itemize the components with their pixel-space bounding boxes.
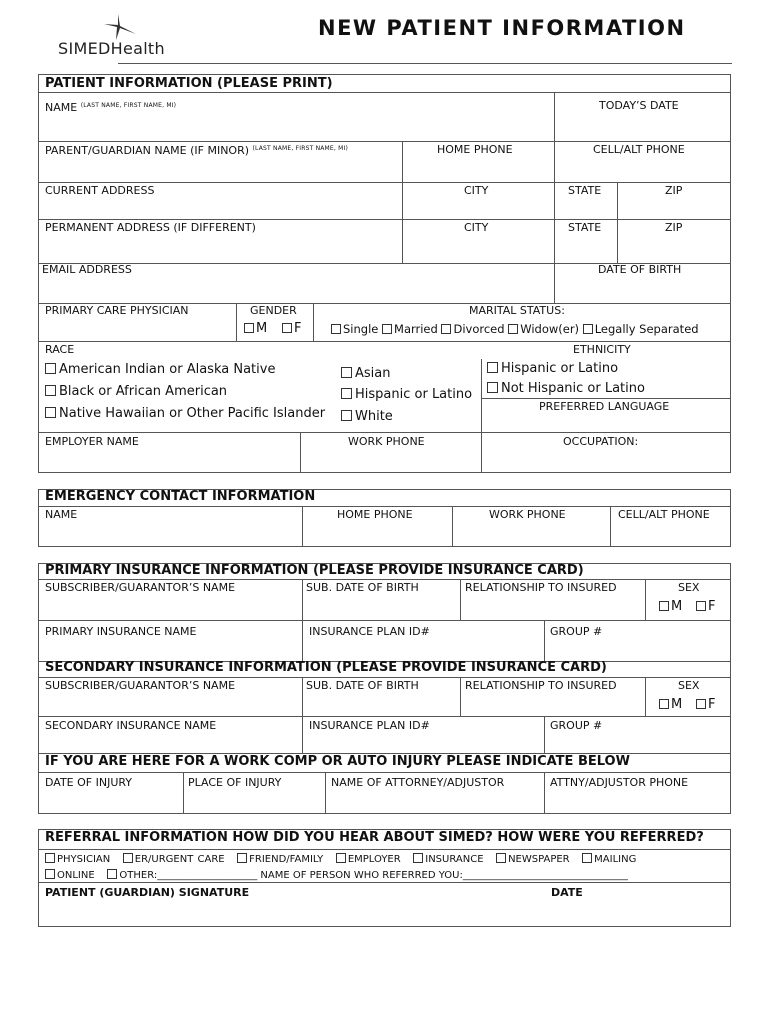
checkbox-icon [341, 367, 352, 378]
referral-newspaper-checkbox[interactable] [496, 854, 570, 865]
permanent-address-field[interactable]: PERMANENT ADDRESS (IF DIFFERENT) [45, 221, 256, 234]
checkbox-icon [659, 699, 669, 709]
checkbox-icon [244, 323, 254, 333]
referral-option-label: FRIEND/FAMILY [249, 854, 324, 865]
checkbox-icon [441, 324, 451, 334]
checkbox-icon [331, 324, 341, 334]
checkbox-icon [583, 324, 593, 334]
dob-field[interactable]: DATE OF BIRTH [598, 263, 682, 276]
checkbox-icon [382, 324, 392, 334]
referral-er-checkbox[interactable] [123, 854, 225, 865]
secondary-sub-dob-field[interactable]: SUB. DATE OF BIRTH [306, 679, 419, 692]
primary-relationship-field[interactable]: RELATIONSHIP TO INSURED [465, 581, 617, 594]
secondary-ins-name-field[interactable]: SECONDARY INSURANCE NAME [45, 719, 217, 732]
guardian-label: PARENT/GUARDIAN NAME (IF MINOR) [45, 144, 250, 157]
race-american-indian-checkbox[interactable] [45, 363, 275, 376]
marital-option-label: Widow(er) [520, 322, 580, 336]
checkbox-icon [45, 869, 55, 879]
primary-ins-section-title: PRIMARY INSURANCE INFORMATION (PLEASE PROVIDE INSURANCE CARD) [45, 563, 584, 578]
referral-option-label: PHYSICIAN [57, 854, 111, 865]
secondary-relationship-field[interactable]: RELATIONSHIP TO INSURED [465, 679, 617, 692]
referral-row-2 [45, 869, 628, 882]
primary-sub-dob-field[interactable]: SUB. DATE OF BIRTH [306, 581, 419, 594]
sex-f-label: F [708, 697, 716, 712]
guardian-field[interactable] [45, 142, 348, 157]
referral-other-label: OTHER:____________________ [119, 870, 258, 881]
patient-section-title: PATIENT INFORMATION (PLEASE PRINT) [45, 76, 333, 91]
checkbox-icon [659, 601, 669, 611]
referral-option-label: NEWSPAPER [508, 854, 570, 865]
marital-option-label: Legally Separated [594, 322, 699, 336]
perm-state-field[interactable]: STATE [568, 221, 602, 234]
attorney-name-field[interactable]: NAME OF ATTORNEY/ADJUSTOR [331, 776, 505, 789]
marital-separated-checkbox[interactable] [583, 322, 699, 336]
secondary-sex-f-checkbox[interactable] [696, 698, 715, 711]
race-label: RACE [45, 343, 75, 356]
referrer-name-field[interactable]: NAME OF PERSON WHO REFERRED YOU:_________________________________ [260, 870, 628, 881]
checkbox-icon [696, 699, 706, 709]
gender-f-checkbox[interactable] [282, 322, 301, 335]
ethnicity-option-label: Hispanic or Latino [501, 361, 619, 376]
primary-plan-id-field[interactable]: INSURANCE PLAN ID# [309, 625, 430, 638]
checkbox-icon [107, 869, 117, 879]
secondary-ins-section-title: SECONDARY INSURANCE INFORMATION (PLEASE PROVIDE INSURANCE CARD) [45, 660, 607, 675]
signature-date-field[interactable]: DATE [551, 886, 583, 899]
referral-mailing-checkbox[interactable] [582, 854, 636, 865]
sex-m-label: M [671, 599, 683, 614]
primary-sex-label: SEX [678, 581, 700, 594]
guardian-hint: (LAST NAME, FIRST NAME, MI) [252, 145, 349, 152]
work-phone-field[interactable]: WORK PHONE [348, 435, 425, 448]
checkbox-icon [45, 853, 55, 863]
checkbox-icon [237, 853, 247, 863]
referral-physician-checkbox[interactable] [45, 854, 110, 865]
ethnicity-label: ETHNICITY [573, 343, 631, 356]
gender-f-label: F [294, 321, 302, 336]
referral-options [45, 853, 636, 866]
secondary-plan-id-field[interactable]: INSURANCE PLAN ID# [309, 719, 430, 732]
marital-divorced-checkbox[interactable] [441, 322, 504, 336]
checkbox-icon [696, 601, 706, 611]
marital-single-checkbox[interactable] [331, 322, 378, 336]
race-option-label: Black or African American [59, 384, 228, 399]
primary-sex-f-checkbox[interactable] [696, 600, 715, 613]
emergency-name-field[interactable]: NAME [45, 508, 78, 521]
checkbox-icon [45, 363, 56, 374]
email-field[interactable]: EMAIL ADDRESS [42, 263, 132, 276]
checkbox-icon [45, 407, 56, 418]
race-option-label: American Indian or Alaska Native [59, 362, 276, 377]
name-hint: (LAST NAME, FIRST NAME, MI) [80, 102, 177, 109]
secondary-sex-m-checkbox[interactable] [659, 698, 682, 711]
checkbox-icon [582, 853, 592, 863]
city-field[interactable]: CITY [464, 184, 489, 197]
gender-label: GENDER [250, 304, 297, 317]
race-white-checkbox[interactable] [341, 410, 393, 423]
referral-friend-checkbox[interactable] [237, 854, 323, 865]
checkbox-icon [496, 853, 506, 863]
preferred-language-field[interactable]: PREFERRED LANGUAGE [539, 400, 670, 413]
page-title: NEW PATIENT INFORMATION [318, 16, 686, 40]
race-hawaiian-checkbox[interactable] [45, 407, 325, 420]
place-of-injury-field[interactable]: PLACE OF INJURY [188, 776, 282, 789]
race-option-label: Native Hawaiian or Other Pacific Islander [59, 406, 326, 421]
secondary-subscriber-field[interactable]: SUBSCRIBER/GUARANTOR’S NAME [45, 679, 236, 692]
occupation-field[interactable]: OCCUPATION: [563, 435, 639, 448]
checkbox-icon [341, 388, 352, 399]
secondary-sex-label: SEX [678, 679, 700, 692]
employer-field[interactable]: EMPLOYER NAME [45, 435, 139, 448]
checkbox-icon [336, 853, 346, 863]
todays-date-field[interactable]: TODAY’S DATE [599, 99, 679, 112]
checkbox-icon [341, 410, 352, 421]
marital-option-label: Married [394, 322, 438, 336]
emergency-work-phone-field[interactable]: WORK PHONE [489, 508, 566, 521]
checkbox-icon [487, 362, 498, 373]
ethnicity-hispanic-checkbox[interactable] [487, 362, 618, 375]
current-address-field[interactable]: CURRENT ADDRESS [45, 184, 155, 197]
attorney-phone-field[interactable]: ATTNY/ADJUSTOR PHONE [550, 776, 689, 789]
date-of-injury-field[interactable]: DATE OF INJURY [45, 776, 133, 789]
marital-option-label: Divorced [453, 322, 505, 336]
ethnicity-option-label: Not Hispanic or Latino [501, 381, 645, 396]
checkbox-icon [487, 382, 498, 393]
name-label: NAME [45, 101, 78, 114]
race-option-label: White [355, 409, 393, 424]
ethnicity-not-hispanic-checkbox[interactable] [487, 382, 645, 395]
emergency-home-phone-field[interactable]: HOME PHONE [337, 508, 413, 521]
perm-zip-field[interactable]: ZIP [665, 221, 683, 234]
name-field[interactable] [45, 99, 176, 114]
workcomp-section-title: IF YOU ARE HERE FOR A WORK COMP OR AUTO INJURY PLEASE INDICATE BELOW [45, 754, 630, 769]
referral-option-label: ER/URGENT CARE [134, 854, 225, 865]
referral-option-label: ONLINE [57, 870, 95, 881]
referral-option-label: MAILING [594, 854, 637, 865]
referral-insurance-checkbox[interactable] [413, 854, 483, 865]
race-black-checkbox[interactable] [45, 385, 227, 398]
race-option-label: Asian [355, 366, 391, 381]
logo-text: SIMEDHealth [58, 39, 165, 58]
primary-ins-name-field[interactable]: PRIMARY INSURANCE NAME [45, 625, 197, 638]
referral-employer-checkbox[interactable] [336, 854, 401, 865]
pcp-field[interactable]: PRIMARY CARE PHYSICIAN [45, 304, 189, 317]
secondary-group-field[interactable]: GROUP # [550, 719, 603, 732]
sex-m-label: M [671, 697, 683, 712]
checkbox-icon [413, 853, 423, 863]
primary-sex-m-checkbox[interactable] [659, 600, 682, 613]
checkbox-icon [45, 385, 56, 396]
marital-option-label: Single [343, 322, 379, 336]
emergency-cell-phone-field[interactable]: CELL/ALT PHONE [618, 508, 710, 521]
state-field[interactable]: STATE [568, 184, 602, 197]
marital-options [331, 323, 699, 336]
race-hispanic-checkbox[interactable] [341, 388, 472, 401]
gender-m-checkbox[interactable] [244, 322, 267, 335]
race-asian-checkbox[interactable] [341, 367, 390, 380]
zip-field[interactable]: ZIP [665, 184, 683, 197]
referral-online-checkbox[interactable] [45, 870, 95, 881]
referral-section-title: REFERRAL INFORMATION HOW DID YOU HEAR ABOUT SIMED? HOW WERE YOU REFERRED? [45, 830, 704, 845]
marital-widow-checkbox[interactable] [508, 322, 579, 336]
referral-option-label: EMPLOYER [347, 854, 401, 865]
checkbox-icon [508, 324, 518, 334]
referral-option-label: INSURANCE [425, 854, 484, 865]
marital-married-checkbox[interactable] [382, 322, 438, 336]
emergency-section-title: EMERGENCY CONTACT INFORMATION [45, 489, 316, 504]
header-rule [118, 63, 732, 64]
signature-field[interactable]: PATIENT (GUARDIAN) SIGNATURE [45, 886, 250, 899]
logo-star-icon [100, 12, 140, 42]
gender-m-label: M [256, 321, 268, 336]
cell-phone-field[interactable]: CELL/ALT PHONE [593, 143, 685, 156]
primary-group-field[interactable]: GROUP # [550, 625, 603, 638]
primary-subscriber-field[interactable]: SUBSCRIBER/GUARANTOR’S NAME [45, 581, 236, 594]
checkbox-icon [282, 323, 292, 333]
perm-city-field[interactable]: CITY [464, 221, 489, 234]
referral-other-field[interactable] [107, 870, 257, 881]
marital-status-label: MARITAL STATUS: [469, 304, 565, 317]
home-phone-field[interactable]: HOME PHONE [437, 143, 513, 156]
logo [58, 12, 178, 60]
checkbox-icon [123, 853, 133, 863]
sex-f-label: F [708, 599, 716, 614]
race-option-label: Hispanic or Latino [355, 387, 473, 402]
